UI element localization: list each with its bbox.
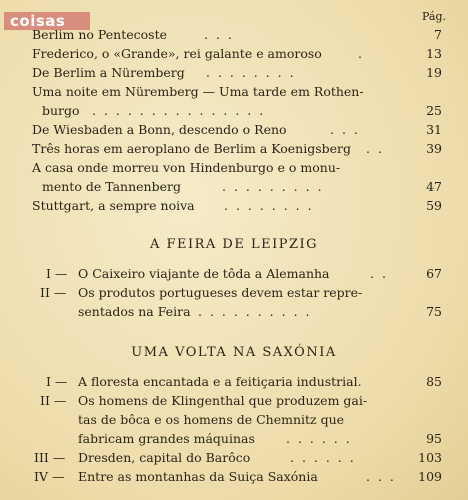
leader-dots: . . <box>370 266 388 281</box>
entry-title: fabricam grandes máquinas <box>78 431 255 446</box>
page-number: 13 <box>426 46 442 61</box>
toc-entry <box>0 82 468 101</box>
toc-entry-continuation <box>0 410 468 429</box>
page-number: 95 <box>426 431 442 446</box>
page-number: 109 <box>418 469 442 484</box>
entry-title: A casa onde morreu von Hindenburgo e o monu- <box>32 160 341 175</box>
leader-dots: . . . . . . . . . . . . . . . <box>92 103 266 118</box>
entry-title: Os produtos portugueses devem estar repre- <box>78 285 363 300</box>
page-number: 103 <box>418 450 442 465</box>
toc-entry <box>0 44 468 63</box>
leader-dots: . . . <box>204 27 234 42</box>
leader-dots: . . . . . . . . . <box>222 179 324 194</box>
entry-title: Entre as montanhas da Suiça Saxónia <box>78 469 318 484</box>
page-number: 19 <box>426 65 442 80</box>
leader-dots: . . . <box>366 469 396 484</box>
toc-entry <box>0 63 468 82</box>
toc-entry-continuation <box>0 429 468 448</box>
coisas-stamp: coisas <box>4 12 90 30</box>
entry-title: O Caixeiro viajante de tôda a Alemanha <box>78 266 330 281</box>
page-number: 59 <box>426 198 442 213</box>
toc-entry <box>0 391 468 410</box>
toc-entry <box>0 120 468 139</box>
entry-title: mento de Tannenberg <box>42 179 181 194</box>
entry-title: Os homens de Klingenthal que produzem gai- <box>78 393 368 408</box>
page-number: 85 <box>426 374 442 389</box>
toc-entry <box>0 372 468 391</box>
toc-entry <box>0 448 468 467</box>
toc-entry <box>0 158 468 177</box>
entry-title: De Wiesbaden a Bonn, descendo o Reno <box>32 122 287 137</box>
entry-title: Stuttgart, a sempre noiva <box>32 198 195 213</box>
toc-entry <box>0 25 468 44</box>
page-number: 47 <box>426 179 442 194</box>
toc-entry-continuation <box>0 302 468 321</box>
toc-entry-continuation <box>0 101 468 120</box>
page-number: 31 <box>426 122 442 137</box>
entry-title: Berlim no Pentecoste <box>32 27 168 42</box>
toc-entry <box>0 264 468 283</box>
leader-dots: . . . <box>330 122 360 137</box>
entry-title: Dresden, capital do Barôco <box>78 450 251 465</box>
entry-title: Três horas em aeroplano de Berlim a Koenigsberg <box>32 141 352 156</box>
roman-numeral: I — <box>46 374 68 389</box>
toc-entry <box>0 139 468 158</box>
entry-title: tas de bôca e os homens de Chemnitz que <box>78 412 345 427</box>
roman-numeral: II — <box>40 285 67 300</box>
leader-dots: . . . . . . . . <box>206 65 296 80</box>
section-heading: UMA VOLTA NA SAXÓNIA <box>131 345 337 360</box>
page-number: 25 <box>426 103 442 118</box>
entry-title: De Berlim a Nüremberg <box>32 65 185 80</box>
toc-entry <box>0 467 468 486</box>
page-number: 75 <box>426 304 442 319</box>
entry-title: Frederico, o «Grande», rei galante e amoroso <box>32 46 322 61</box>
page-column-header: Pág. <box>421 10 446 23</box>
leader-dots: . . . . . . <box>286 431 352 446</box>
page-number: 7 <box>434 27 442 42</box>
roman-numeral: III — <box>34 450 66 465</box>
entry-title: sentados na Feira <box>78 304 191 319</box>
toc-entry-continuation <box>0 177 468 196</box>
entry-title: Uma noite em Nüremberg — Uma tarde em Rothen- <box>32 84 364 99</box>
leader-dots: . . . . . . . . . . <box>198 304 312 319</box>
page-number: 39 <box>426 141 442 156</box>
toc-entry <box>0 283 468 302</box>
toc-entry <box>0 196 468 215</box>
roman-numeral: IV — <box>34 469 65 484</box>
section-heading: A FEIRA DE LEIPZIG <box>149 237 319 252</box>
roman-numeral: II — <box>40 393 67 408</box>
leader-dots: . . . . . . <box>290 450 356 465</box>
entry-title: burgo <box>42 103 80 118</box>
leader-dots: . <box>358 46 364 61</box>
leader-dots: . . <box>366 141 384 156</box>
roman-numeral: I — <box>46 266 68 281</box>
entry-title: A floresta encantada e a feitiçaria industrial. <box>78 374 362 389</box>
leader-dots: . . . . . . . . <box>224 198 314 213</box>
page-number: 67 <box>426 266 442 281</box>
